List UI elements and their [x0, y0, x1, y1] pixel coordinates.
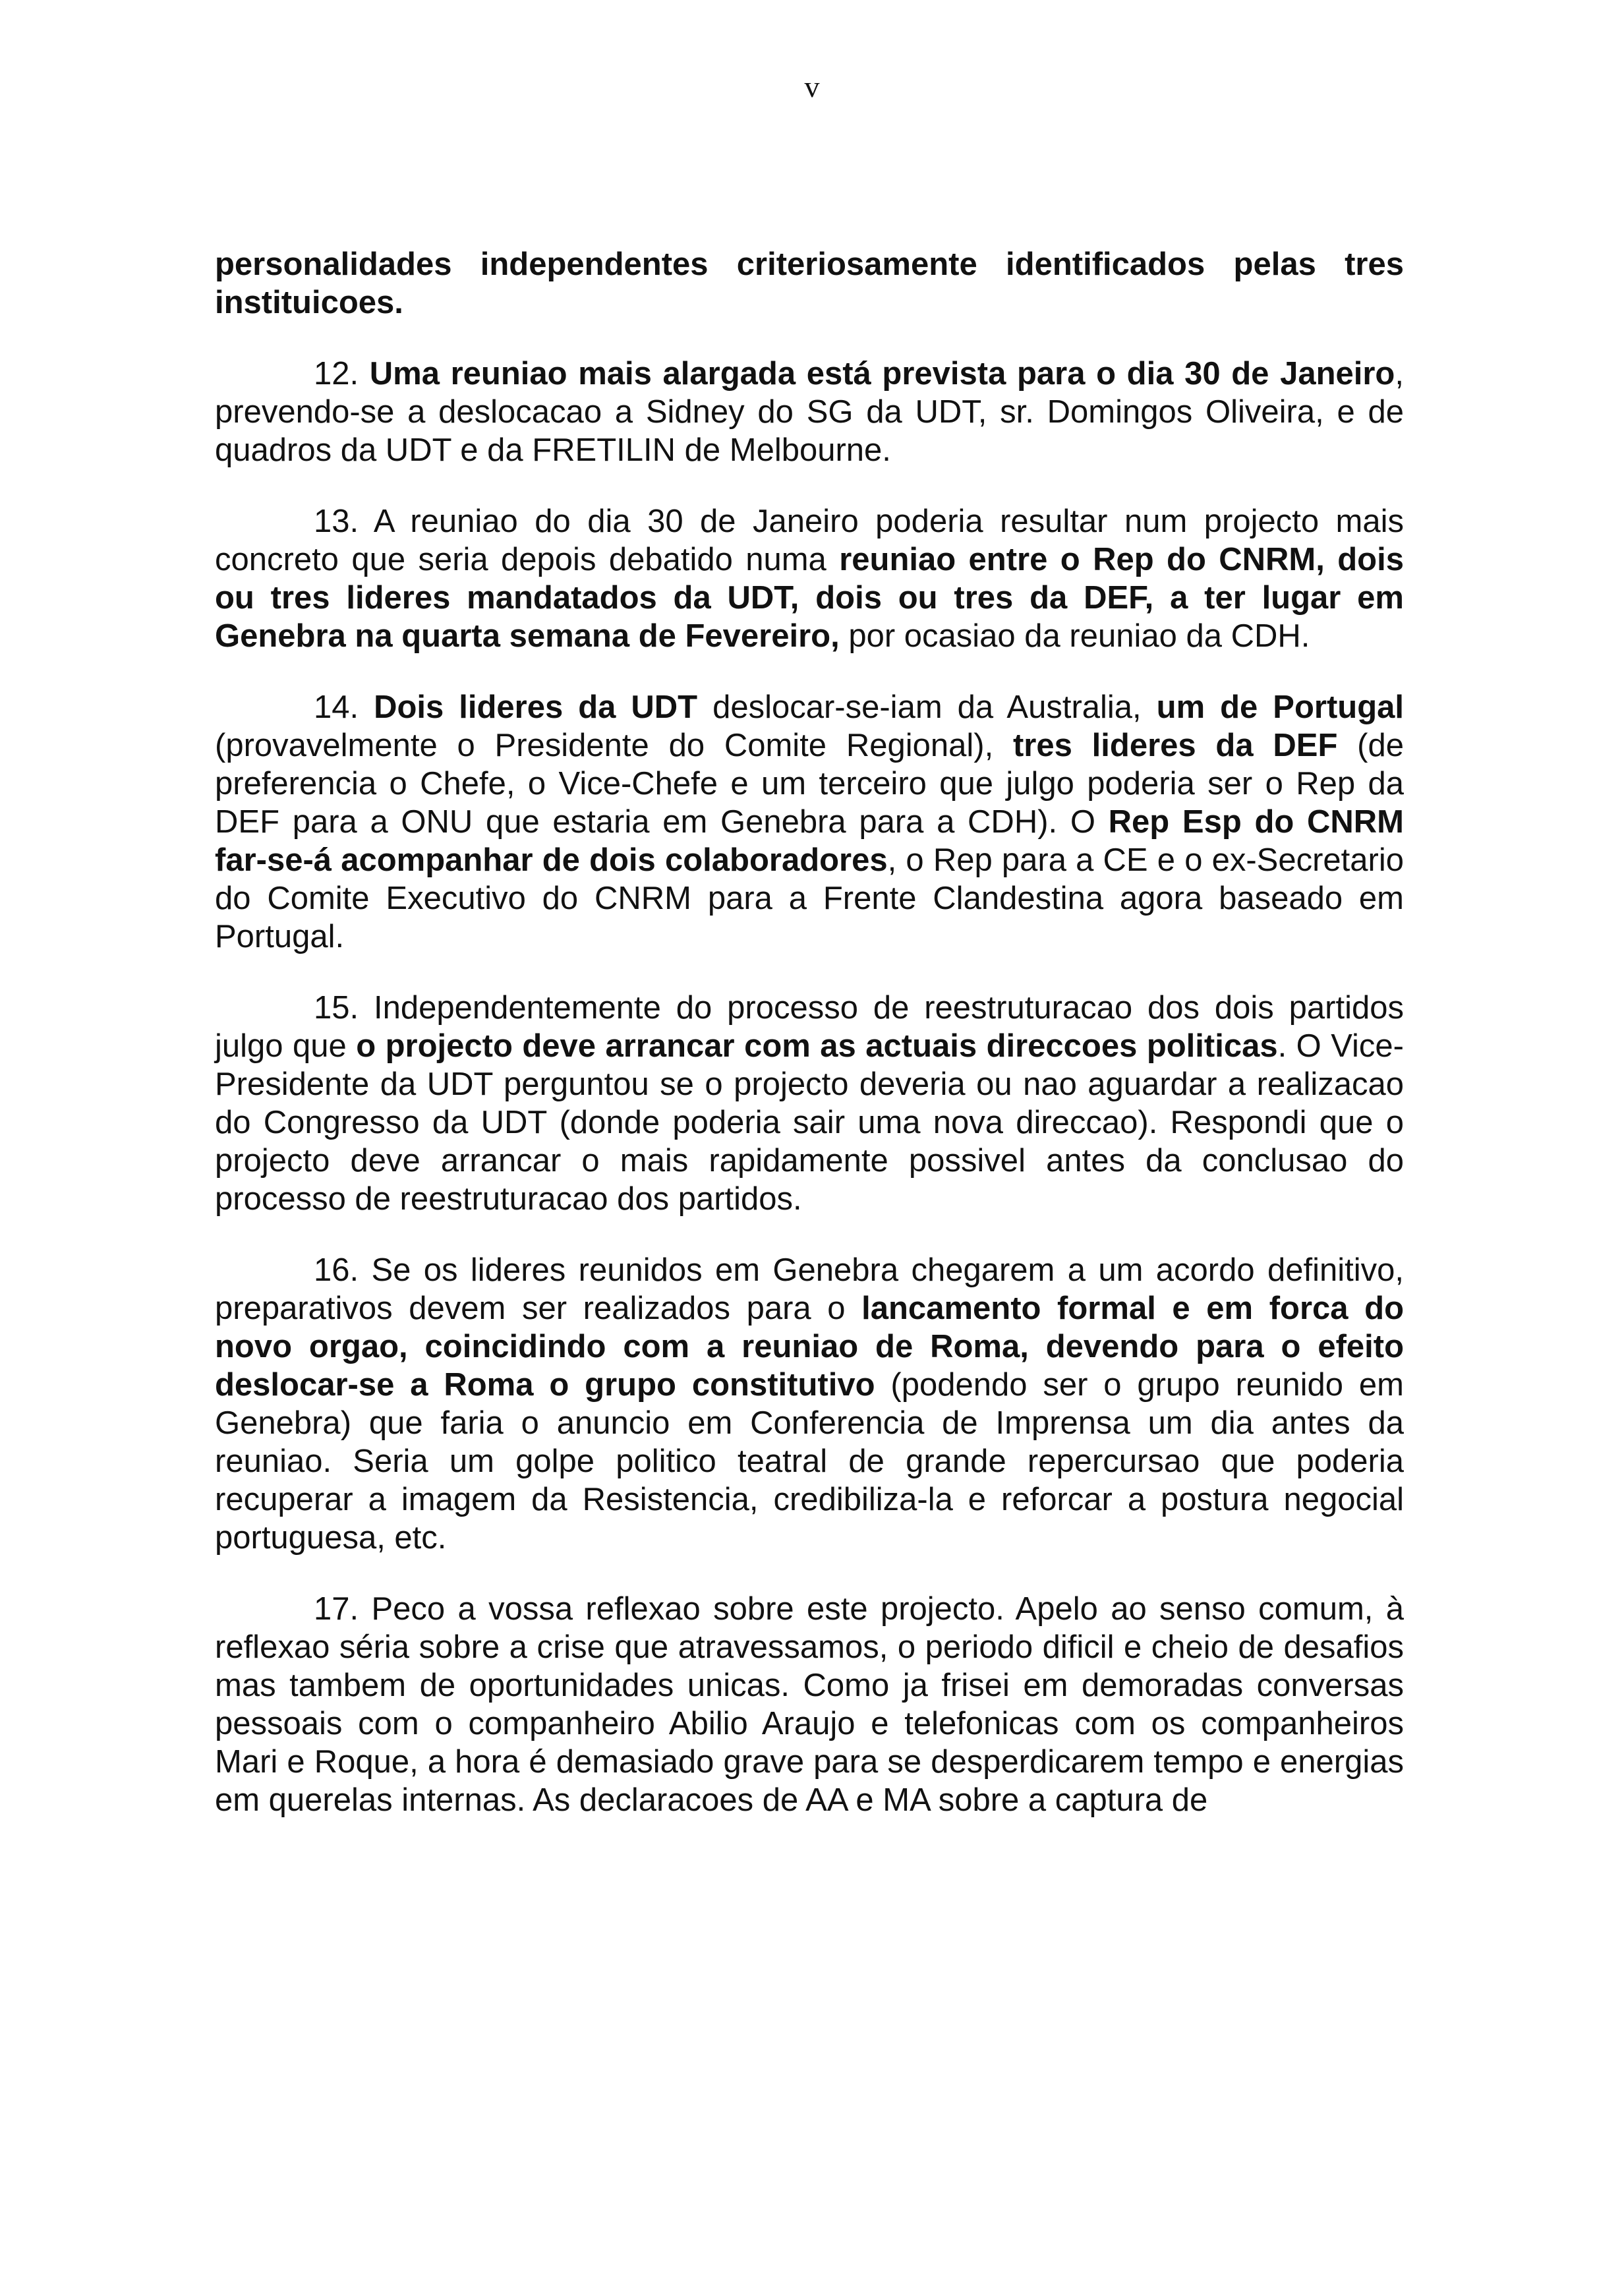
text-segment: 17. Peco a vossa reflexao sobre este projecto. Apelo ao senso comum, à reflexao séria sobre a crise que atravessamos, o periodo dificil e cheio de desafios mas tambem de oportunidades unicas. Como ja frisei em demoradas conversas pessoais com o companheiro Abilio Araujo e telefonicas com os companheiros Mari e Roque, a hora é demasiado grave para se desperdicarem tempo e energias em querelas internas. As declaracoes de AA e MA sobre a captura de — [215, 1591, 1404, 1818]
paragraph-p12 — [215, 355, 1404, 469]
bold-text-segment: lancamento formal e em forca do novo orgao, coincidindo com a reuniao de Roma, devendo para o efeito deslocar-se a Roma o grupo constitutivo — [215, 1291, 1405, 1403]
text-segment: 12. — [314, 356, 370, 392]
document-body — [215, 245, 1404, 1852]
paragraph-p14 — [215, 688, 1404, 956]
paragraph-p15 — [215, 989, 1404, 1218]
paragraph-p13 — [215, 502, 1404, 655]
text-segment: , o Rep para a CE e o ex-Secretario do Comite Executivo do CNRM para a Frente Clandestina agora baseado em Portugal. — [215, 842, 1404, 954]
bold-text-segment: um de Portugal — [1156, 689, 1405, 725]
text-segment: , prevendo-se a deslocacao a Sidney do SG da UDT, sr. Domingos Oliveira, e de quadros da UDT e da FRETILIN de Melbourne. — [215, 356, 1404, 468]
paragraph-p16 — [215, 1251, 1404, 1557]
text-segment: 14. — [314, 689, 374, 725]
bold-text-segment: Uma reuniao mais alargada está prevista para o dia 30 de Janeiro — [369, 356, 1395, 392]
bold-text-segment: reuniao entre o Rep do CNRM, dois ou tres lideres mandatados da UDT, dois ou tres da DEF, a ter lugar em Genebra na quarta semana de Fevereiro, — [215, 542, 1404, 654]
text-segment: 13. A reuniao do dia 30 de Janeiro poderia resultar num projecto mais concreto que seria depois debatido numa — [215, 504, 1404, 577]
text-segment: 15. Independentemente do processo de reestruturacao dos dois partidos julgo que — [215, 990, 1404, 1064]
bold-text-segment: Dois lideres da UDT — [374, 689, 698, 725]
text-segment: deslocar-se-iam da Australia, — [697, 689, 1157, 725]
bold-text-segment: tres lideres da DEF — [1012, 728, 1338, 763]
text-segment: (provavelmente o Presidente do Comite Regional), — [215, 728, 1013, 763]
bold-text-segment: personalidades independentes criteriosamente identificados pelas tres instituicoes. — [215, 247, 1404, 320]
text-segment: . O Vice-Presidente da UDT perguntou se o projecto deveria ou nao aguardar a realizacao do Congresso da UDT (donde poderia sair uma nova direccao). Respondi que o projecto deve arrancar o mais rapidamente possivel antes da conclusao do processo de reestruturacao dos partidos. — [215, 1028, 1404, 1217]
text-segment: (de preferencia o Chefe, o Vice-Chefe e um terceiro que julgo poderia ser o Rep da DEF para a ONU que estaria em Genebra para a CDH). O — [215, 728, 1404, 840]
page-number: v — [804, 70, 820, 103]
paragraph-p17 — [215, 1590, 1404, 1819]
text-segment: (podendo ser o grupo reunido em Genebra) que faria o anuncio em Conferencia de Imprensa um dia antes da reuniao. Seria um golpe politico teatral de grande repercursao que poderia recuperar a imagem da Resistencia, credibiliza-la e reforcar a postura negocial portuguesa, etc. — [215, 1367, 1405, 1556]
bold-text-segment: o projecto deve arrancar com as actuais direccoes politicas — [356, 1028, 1278, 1064]
bold-text-segment: Rep Esp do CNRM far-se-á acompanhar de dois colaboradores — [215, 804, 1404, 878]
text-segment: 16. Se os lideres reunidos em Genebra chegarem a um acordo definitivo, preparativos devem ser realizados para o — [215, 1252, 1404, 1326]
paragraph-cont — [215, 245, 1404, 322]
text-segment: por ocasiao da reuniao da CDH. — [839, 618, 1310, 654]
